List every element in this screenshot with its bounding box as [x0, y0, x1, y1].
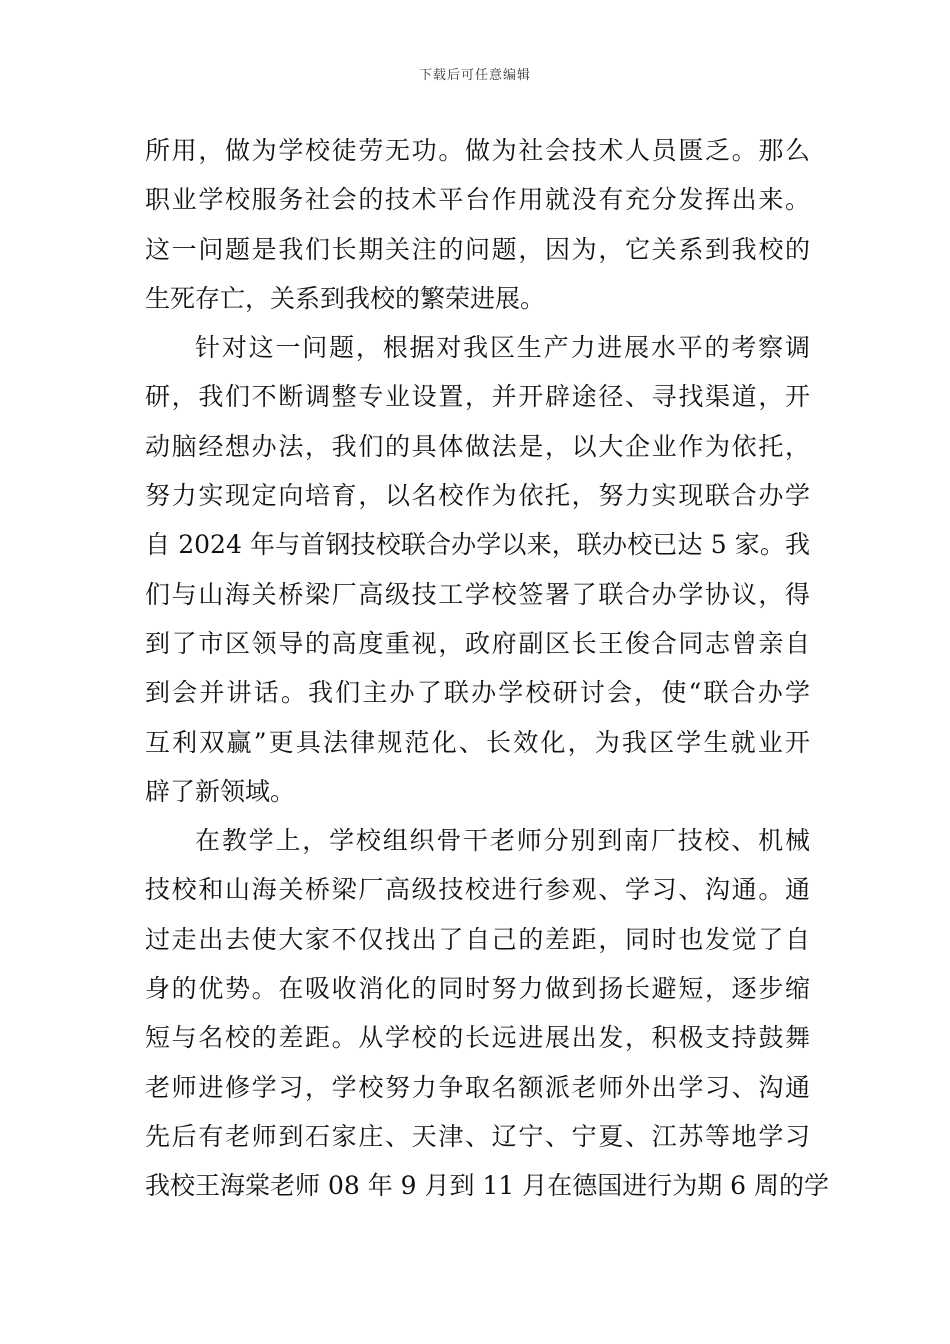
- page-header: 下载后可任意编辑: [418, 68, 531, 83]
- text-line: 研，我们不断调整专业设置，并开辟途径、寻找渠道，开: [145, 382, 810, 412]
- text-line: 生死存亡，关系到我校的繁荣进展。: [145, 283, 546, 313]
- text-line: 过走出去使大家不仅找出了自己的差距，同时也发觉了自: [145, 924, 810, 954]
- text-line: 短与名校的差距。从学校的长远进展出发，积极支持鼓舞: [145, 1023, 810, 1053]
- text-line: 身的优势。在吸收消化的同时努力做到扬长避短，逐步缩: [145, 974, 810, 1004]
- text-line: 职业学校服务社会的技术平台作用就没有充分发挥出来。: [145, 185, 810, 215]
- text-line: 到会并讲话。我们主办了联办学校研讨会，使“联合办学: [145, 678, 810, 708]
- text-line: 老师进修学习，学校努力争取名额派老师外出学习、沟通: [145, 1072, 810, 1102]
- text-line: 先后有老师到石家庄、天津、辽宁、宁夏、江苏等地学习: [145, 1121, 810, 1151]
- paragraph-3: [145, 816, 830, 1210]
- document-body: [145, 126, 830, 1211]
- text-line: 自 2024 年与首钢技校联合办学以来，联办校已达 5 家。我: [145, 530, 810, 560]
- text-line: 技校和山海关桥梁厂高级技校进行参观、学习、沟通。通: [145, 875, 810, 905]
- text-line: 这一问题是我们长期关注的问题，因为，它关系到我校的: [145, 234, 810, 264]
- text-line: 在教学上，学校组织骨干老师分别到南厂技校、机械: [195, 826, 810, 856]
- paragraph-1: [145, 126, 810, 323]
- text-line: 努力实现定向培育，以名校作为依托，努力实现联合办学: [145, 481, 810, 511]
- text-line: 互利双赢”更具法律规范化、长效化，为我区学生就业开: [145, 727, 810, 757]
- text-line: 们与山海关桥梁厂高级技工学校签署了联合办学协议，得: [145, 579, 810, 609]
- text-line: 针对这一问题，根据对我区生产力进展水平的考察调: [195, 333, 810, 363]
- text-line: 动脑经想办法，我们的具体做法是，以大企业作为依托，: [145, 431, 810, 461]
- text-line: 到了市区领导的高度重视，政府副区长王俊合同志曾亲自: [145, 628, 810, 658]
- paragraph-2: [145, 323, 810, 816]
- text-line: 我校王海棠老师 08 年 9 月到 11 月在德国进行为期 6 周的学: [145, 1171, 830, 1201]
- text-line: 辟了新领域。: [145, 776, 296, 806]
- text-line: 所用，做为学校徒劳无功。做为社会技术人员匮乏。那么: [145, 136, 810, 165]
